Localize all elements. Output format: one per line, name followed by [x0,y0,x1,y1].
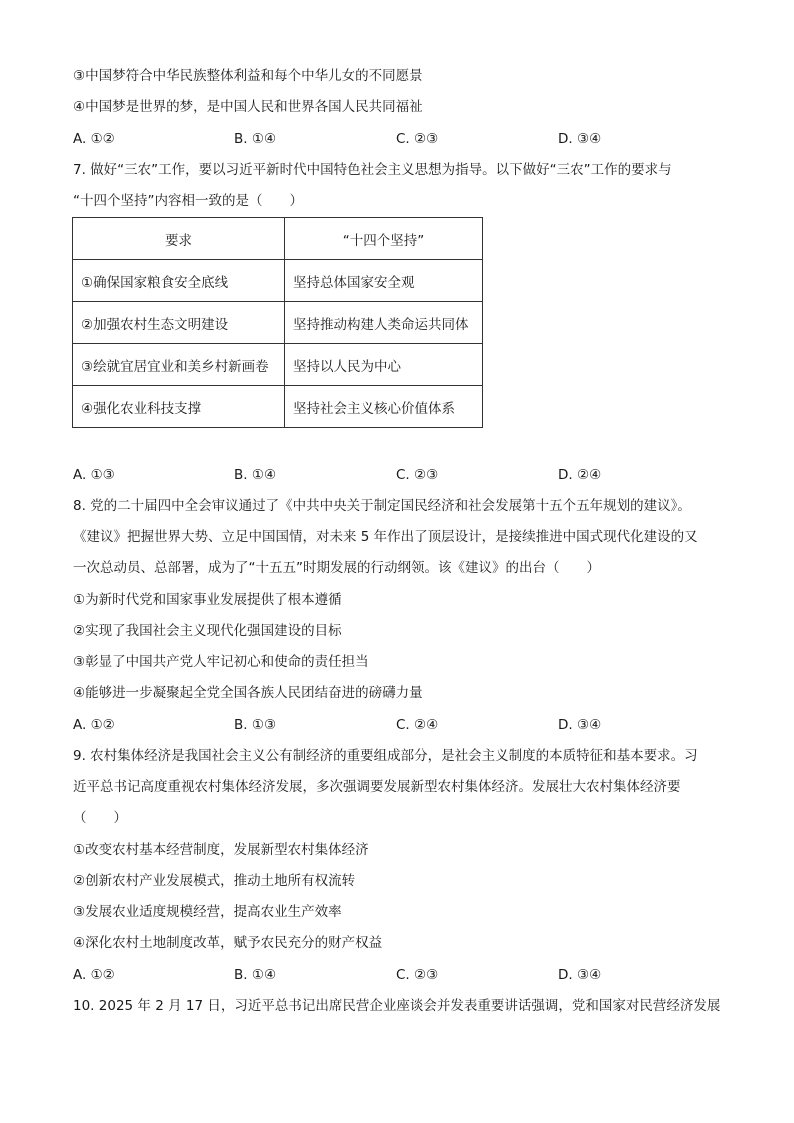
q6-option-a: A. ①② [73,131,115,147]
q7-stem-line-1: 7. 做好“三农”工作，要以习近平新时代中国特色社会主义思想为指导。以下做好“三农”工作的要求与 [73,162,672,178]
table-cell: 坚持总体国家安全观 [285,260,483,302]
q10-stem-line-1: 10. 2025 年 2 月 17 日，习近平总书记出席民营企业座谈会并发表重要讲话强调，党和国家对民营经济发展 [73,998,721,1014]
table-row [73,302,483,344]
q6-item-3: ③中国梦符合中华民族整体利益和每个中华儿女的不同愿景 [73,68,423,84]
q6-option-c: C. ②③ [396,131,439,147]
q6-option-b: B. ①④ [234,131,277,147]
q8-item-4: ④能够进一步凝聚起全党全国各族人民团结奋进的磅礴力量 [73,685,423,701]
q8-item-2: ②实现了我国社会主义现代化强国建设的目标 [73,623,342,639]
q9-item-4: ④深化农村土地制度改革，赋予农民充分的财产权益 [73,935,383,951]
table-header-requirement: 要求 [73,218,285,260]
q9-stem-line-1: 9. 农村集体经济是我国社会主义公有制经济的重要组成部分，是社会主义制度的本质特征和基本要求。习 [73,748,698,764]
table-cell: ②加强农村生态文明建设 [73,302,285,344]
q8-item-1: ①为新时代党和国家事业发展提供了根本遵循 [73,592,342,608]
q7-options [73,465,723,485]
q7-stem-line-2: “十四个坚持”内容相一致的是（ ） [73,193,303,209]
q9-option-b: B. ①④ [234,967,277,983]
q7-option-d: D. ②④ [558,467,602,483]
q9-item-2: ②创新农村产业发展模式，推动土地所有权流转 [73,873,356,889]
table-cell: 坚持以人民为中心 [285,344,483,386]
table-row [73,260,483,302]
q8-option-a: A. ①② [73,717,115,733]
table-cell: 坚持推动构建人类命运共同体 [285,302,483,344]
q7-table [72,217,483,428]
q9-stem-line-2: 近平总书记高度重视农村集体经济发展，多次强调要发展新型农村集体经济。发展壮大农村集体经济要 [73,779,681,795]
q6-option-d: D. ③④ [558,131,602,147]
q7-option-c: C. ②③ [396,467,439,483]
q8-options [73,715,723,735]
q6-options [73,129,723,149]
table-cell: ④强化农业科技支撑 [73,386,285,428]
q9-stem-line-3: （ ） [73,810,127,826]
q9-item-3: ③发展农业适度规模经营，提高农业生产效率 [73,904,342,920]
q9-option-d: D. ③④ [558,967,602,983]
table-row [73,344,483,386]
table-cell: 坚持社会主义核心价值体系 [285,386,483,428]
table-cell: ①确保国家粮食安全底线 [73,260,285,302]
q8-stem-line-3: 一次总动员、总部署，成为了“十五五”时期发展的行动纲领。该《建议》的出台（ ） [73,560,600,576]
q8-option-d: D. ③④ [558,717,602,733]
q8-option-b: B. ①③ [234,717,277,733]
table-header-row [73,218,483,260]
q7-option-b: B. ①④ [234,467,277,483]
table-cell: ③绘就宜居宜业和美乡村新画卷 [73,344,285,386]
q7-option-a: A. ①③ [73,467,115,483]
q9-option-c: C. ②③ [396,967,439,983]
q9-option-a: A. ①② [73,967,115,983]
q8-option-c: C. ②④ [396,717,439,733]
q9-options [73,965,723,985]
q8-stem-line-2: 《建议》把握世界大势、立足中国国情，对未来 5 年作出了顶层设计，是接续推进中国式现代化建设的又 [73,529,698,545]
q8-item-3: ③彰显了中国共产党人牢记初心和使命的责任担当 [73,654,369,670]
q9-item-1: ①改变农村基本经营制度，发展新型农村集体经济 [73,842,369,858]
q8-stem-line-1: 8. 党的二十届四中全会审议通过了《中共中央关于制定国民经济和社会发展第十五个五年规划的建议》。 [73,498,691,514]
table-header-fourteen: “十四个坚持” [285,218,483,260]
table-row [73,386,483,428]
q6-item-4: ④中国梦是世界的梦，是中国人民和世界各国人民共同福祉 [73,99,423,115]
